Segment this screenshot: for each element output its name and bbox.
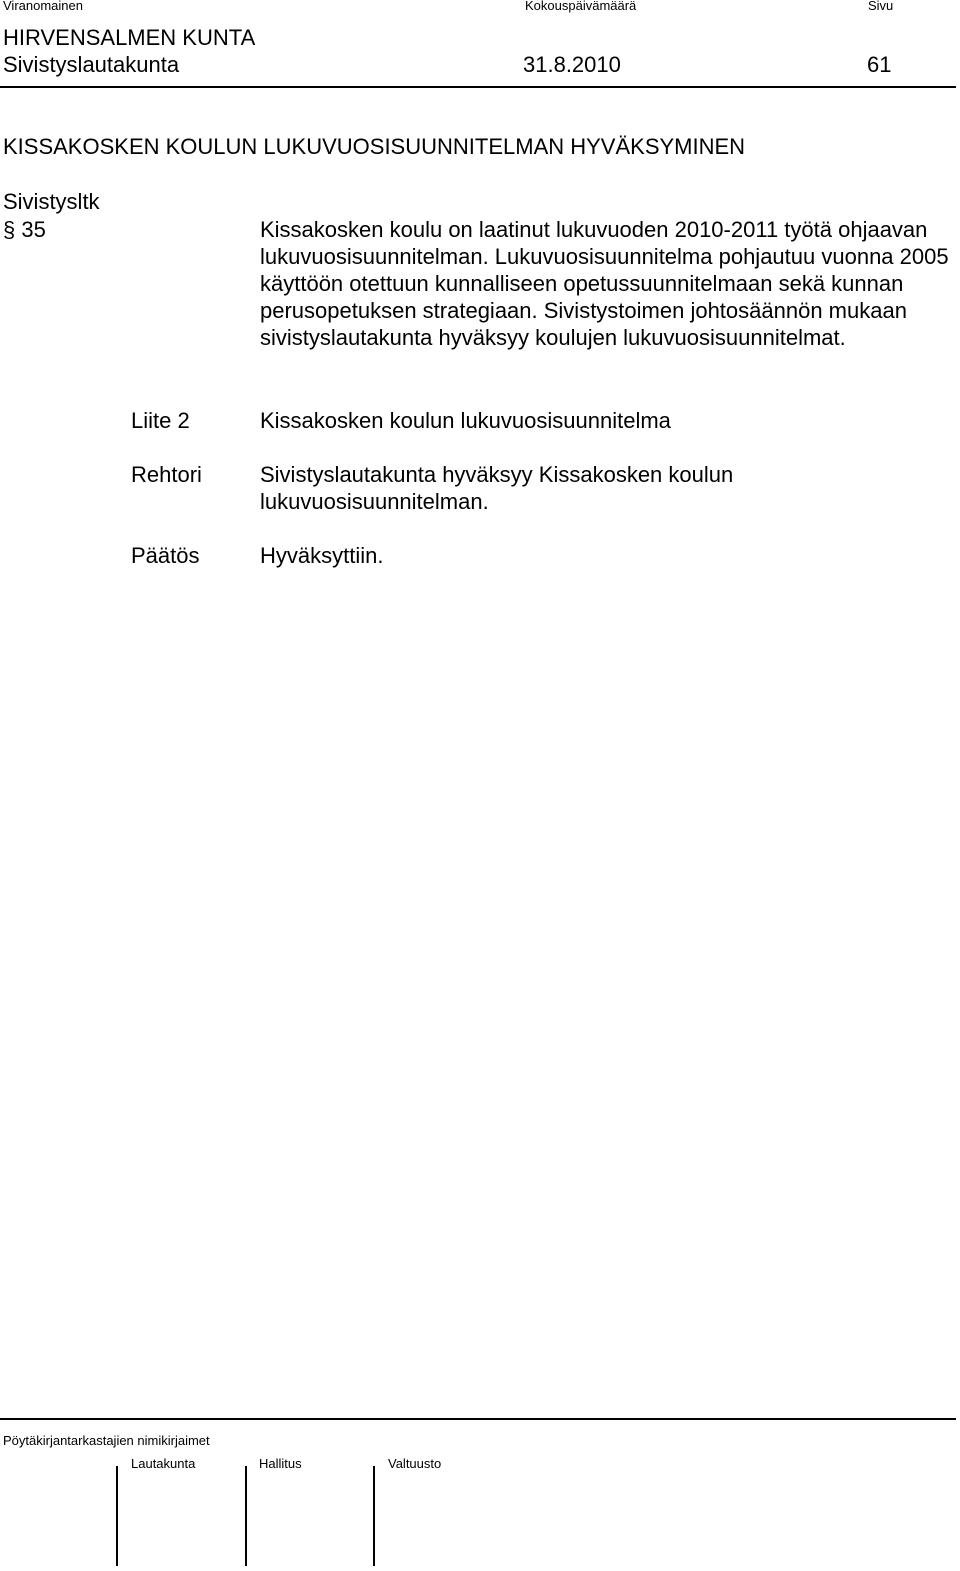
- signature-box-divider: [245, 1466, 247, 1566]
- item-title: KISSAKOSKEN KOULUN LUKUVUOSISUUNNITELMAN HYVÄKSYMINEN: [3, 134, 746, 159]
- item-committee: Sivistysltk: [3, 189, 100, 214]
- attachment-text: Kissakosken koulun lukuvuosisuunnitelma: [260, 408, 671, 433]
- item-body-text: Kissakosken koulu on laatinut lukuvuoden 2010-2011 työtä ohjaavan lukuvuosisuunnitelman. Lukuvuosisuunnitelma pohjautuu vuonna 2005 käyttöön otettuun kunnalliseen opetussuunnitelmaan sekä kunnan perusopetuksen strategiaan. Sivistystoimen johtosäännön mukaan sivistyslautakunta hyväksyy koulujen lukuvuosisuunnitelmat.: [260, 217, 949, 350]
- decision-label: Päätös: [131, 543, 200, 568]
- footer-column-hallitus: Hallitus: [259, 1456, 302, 1471]
- signature-box-divider: [373, 1466, 375, 1566]
- page-number: 61: [867, 52, 892, 77]
- meeting-date: 31.8.2010: [523, 52, 621, 77]
- section-number-value: 35: [21, 217, 46, 242]
- attachment-label: Liite 2: [131, 408, 190, 433]
- signature-box-divider: [116, 1466, 118, 1566]
- footer-column-lautakunta: Lautakunta: [131, 1456, 196, 1471]
- committee-name: Sivistyslautakunta: [3, 52, 180, 77]
- header-rule: [0, 86, 956, 88]
- signatures-label: Pöytäkirjantarkastajien nimikirjaimet: [3, 1433, 210, 1448]
- header-label-meeting-date: Kokouspäivämäärä: [525, 0, 637, 13]
- section-mark: §: [3, 217, 16, 242]
- header-label-official: Viranomainen: [3, 0, 83, 13]
- footer-rule: [0, 1418, 956, 1420]
- municipality-name: HIRVENSALMEN KUNTA: [3, 25, 256, 50]
- proposal-label: Rehtori: [131, 462, 202, 487]
- section-number: [3, 216, 46, 243]
- decision-text: Hyväksyttiin.: [260, 543, 384, 568]
- header-label-page: Sivu: [868, 0, 894, 13]
- footer-column-valtuusto: Valtuusto: [388, 1456, 442, 1471]
- proposal-text: Sivistyslautakunta hyväksyy Kissakosken koulun lukuvuosisuunnitelman.: [260, 462, 734, 514]
